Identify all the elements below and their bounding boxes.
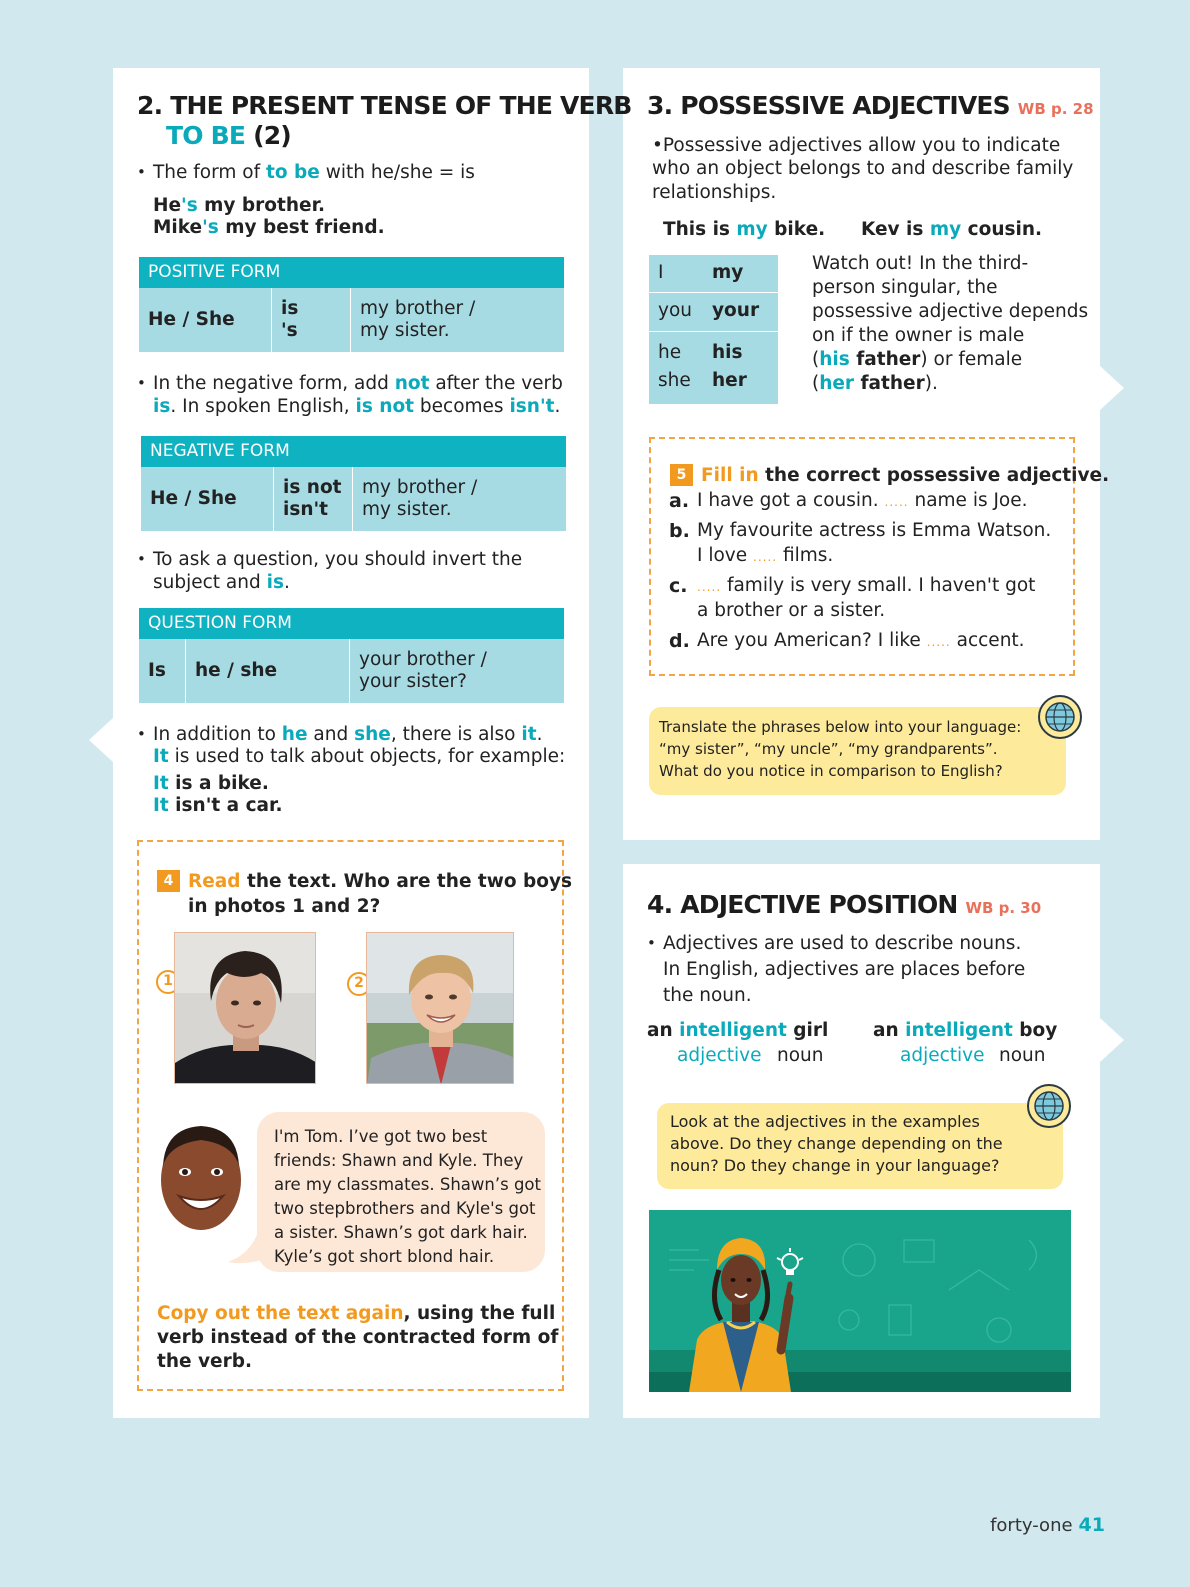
exercise-item: My favourite actress is Emma Watson. — [697, 520, 1052, 541]
copy-instruction: Copy out the text again, using the full — [157, 1303, 556, 1324]
exercise-4-instruction: 4 Read the text. Who are the two boys — [157, 870, 572, 893]
adjective-label: adjective — [677, 1045, 762, 1066]
example-phrase: an intelligent boy — [873, 1020, 1058, 1041]
table-cell: He / She — [141, 467, 274, 531]
bullet-text: • In addition to he and she, there is also it. — [153, 723, 542, 746]
example-sentence: It isn't a car. — [153, 795, 283, 816]
table-cell: my brother / my sister. — [360, 298, 476, 341]
adjective-note: Look at the adjectives in the examples above. Do they change depending on the noun? Do they change in your language? — [657, 1103, 1063, 1189]
workbook-ref: WB p. 30 — [965, 899, 1042, 917]
example-sentence: He's my brother. — [153, 195, 326, 216]
exercise-number-badge: 5 — [670, 464, 693, 486]
photo-number-1: 1 — [156, 970, 180, 994]
noun-label: noun — [777, 1045, 824, 1066]
bullet-text: • Adjectives are used to describe nouns. — [663, 932, 1021, 955]
table-row — [141, 467, 566, 531]
section-2-title-line2: TO BE (2) — [166, 121, 291, 150]
bullet-text-cont: is. In spoken English, is not becomes isn't. — [153, 396, 561, 417]
blank: ..... — [926, 635, 951, 649]
example-sentence: It is a bike. — [153, 773, 269, 794]
workbook-ref: WB p. 28 — [1017, 100, 1094, 118]
exercise-5-instruction: 5 Fill in the correct possessive adjective. — [670, 464, 1109, 487]
table-cell: He / She — [139, 288, 272, 352]
table-cell: is not isn't — [274, 467, 353, 531]
blank: ..... — [697, 580, 722, 594]
bullet-text-cont: subject and is. — [153, 572, 290, 593]
bullet-text-cont: In English, adjectives are places before — [663, 959, 1026, 980]
item-letter: b. — [669, 520, 690, 542]
tom-face-illustration — [155, 1118, 247, 1236]
page-number: 41 — [1078, 1514, 1105, 1536]
table-header: NEGATIVE FORM — [141, 436, 566, 467]
item-letter: d. — [669, 630, 690, 652]
watch-out-note: Watch out! In the third- person singular, the possessive adjective depends on if the owner is male (his father) or female (her father). — [812, 253, 1089, 394]
globe-icon — [1026, 1083, 1072, 1129]
negative-form-table — [141, 436, 566, 531]
table-cell: Is — [139, 639, 186, 703]
photo-boy-1 — [174, 932, 316, 1084]
intro-text: •Possessive adjectives allow you to indicate — [652, 135, 1061, 156]
globe-icon — [1037, 694, 1083, 740]
table-row: you your — [649, 293, 778, 332]
exercise-item: Are you American? I like ..... accent. — [697, 630, 1025, 651]
bullet-text: • In the negative form, add not after the verb — [153, 372, 563, 395]
exercise-item: ..... family is very small. I haven't got — [697, 575, 1036, 596]
boy-1-illustration — [175, 933, 316, 1084]
exercise-item: I have got a cousin. ..... name is Joe. — [697, 490, 1028, 511]
tom-avatar — [155, 1118, 247, 1236]
boy-2-illustration — [367, 933, 514, 1084]
table-cell: my brother / my sister. — [362, 477, 478, 520]
bullet-text: • To ask a question, you should invert the — [153, 548, 522, 571]
exercise-4-instruction-cont: in photos 1 and 2? — [188, 896, 381, 917]
copy-instruction-cont: verb instead of the contracted form of — [157, 1327, 559, 1348]
example-sentence: Kev is my cousin. — [861, 219, 1043, 240]
teacher-illustration — [649, 1210, 1071, 1392]
bullet-text: • The form of to be with he/she = is — [153, 161, 475, 184]
table-row: I my — [649, 255, 778, 293]
copy-instruction-cont: the verb. — [157, 1351, 253, 1372]
section-4-title: 4. ADJECTIVE POSITION WB p. 30 — [647, 890, 1042, 919]
bullet-text-cont: the noun. — [663, 985, 752, 1006]
positive-form-table — [139, 257, 564, 352]
panel-notch — [89, 718, 113, 762]
panel-notch — [1100, 366, 1124, 410]
table-row: he his she her — [658, 342, 747, 391]
table-row — [139, 639, 564, 703]
section-2-title: 2. THE PRESENT TENSE OF THE VERB — [137, 91, 632, 120]
photo-number-2: 2 — [347, 972, 371, 996]
item-letter: a. — [669, 490, 690, 512]
table-cell: your brother / your sister? — [359, 649, 487, 692]
exercise-number-badge: 4 — [157, 870, 180, 892]
example-phrase: an intelligent girl — [647, 1020, 829, 1041]
blank: ..... — [753, 550, 778, 564]
example-sentence: This is my bike. — [663, 219, 826, 240]
bullet-text-cont: It is used to talk about objects, for example: — [153, 746, 566, 767]
panel-notch — [1100, 1018, 1124, 1062]
blank: ..... — [884, 495, 909, 509]
possessive-table — [649, 255, 778, 404]
question-form-table — [139, 608, 564, 703]
speech-bubble-text: I'm Tom. I’ve got two best friends: Shawn and Kyle. They are my classmates. Shawn’s got two stepbrothers and Kyle's got a sister. Shawn’s got dark hair. Kyle’s got short blond hair. — [274, 1127, 541, 1266]
table-header: POSITIVE FORM — [139, 257, 564, 288]
table-cell: is 's — [272, 288, 351, 352]
speech-bubble-tail — [228, 1232, 274, 1268]
teacher-chalkboard-image — [649, 1210, 1071, 1392]
adjective-label: adjective — [900, 1045, 985, 1066]
item-letter: c. — [669, 575, 688, 597]
page-footer: forty-one 41 — [990, 1514, 1105, 1536]
intro-text: who an object belongs to and describe family — [652, 158, 1074, 179]
table-header: QUESTION FORM — [139, 608, 564, 639]
table-cell: he / she — [186, 639, 350, 703]
noun-label: noun — [999, 1045, 1046, 1066]
table-row — [139, 288, 564, 352]
exercise-item-cont: a brother or a sister. — [697, 600, 886, 621]
translate-note: Translate the phrases below into your language: “my sister”, “my uncle”, “my grandparents”. What do you notice in comparison to English? — [649, 707, 1066, 795]
intro-text: relationships. — [652, 182, 777, 203]
photo-boy-2 — [366, 932, 514, 1084]
example-sentence: Mike's my best friend. — [153, 217, 385, 238]
exercise-item-cont: I love ..... films. — [697, 545, 834, 566]
section-3-title: 3. POSSESSIVE ADJECTIVES WB p. 28 — [647, 91, 1094, 120]
